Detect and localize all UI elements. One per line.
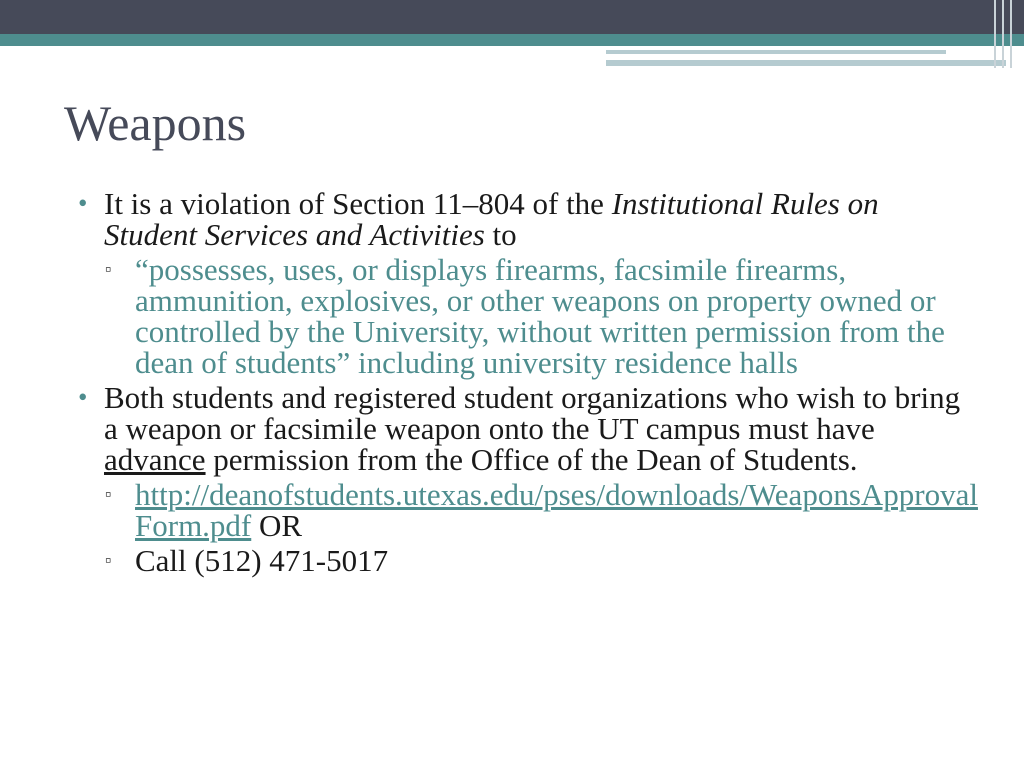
decorative-stripe (606, 60, 1006, 66)
sub-bullet-item (104, 545, 978, 576)
bullet-text: It is a violation of Section 11–804 of the (104, 186, 612, 221)
slide-title: Weapons (64, 95, 247, 151)
decorative-vertical-line (1002, 0, 1004, 68)
decorative-vertical-line (1010, 0, 1012, 68)
sub-bullet-item (104, 479, 978, 541)
square-bullet-icon: ▫ (105, 259, 112, 279)
square-bullet-icon: ▫ (105, 550, 112, 570)
weapons-approval-form-link[interactable]: http://deanofstudents.utexas.edu/pses/downloads/WeaponsApprovalForm.pdf (135, 477, 978, 543)
top-header-bar (0, 0, 1024, 34)
bullet-text: permission from the Office of the Dean of Students. (205, 442, 858, 477)
bullet-item (78, 188, 978, 250)
quoted-rule-text: “possesses, uses, or displays firearms, facsimile firearms, ammunition, explosives, or other weapons on property owned or controlled by the University, without written permission from the dean of students” including university residence halls (135, 252, 945, 380)
slide-body (78, 188, 978, 580)
bullet-item (78, 382, 978, 475)
bullet-dot-icon: • (78, 188, 88, 218)
square-bullet-icon: ▫ (105, 484, 112, 504)
sub-bullet-item (104, 254, 978, 378)
decorative-vertical-line (994, 0, 996, 68)
bullet-dot-icon: • (78, 382, 88, 412)
decorative-stripe (606, 50, 946, 54)
bullet-text: Both students and registered student organizations who wish to bring a weapon or facsimile weapon onto the UT campus must have (104, 380, 961, 446)
teal-accent-band (0, 34, 1024, 46)
rules-title: Institutional Rules on Student Services and Activities (104, 186, 879, 252)
sub-bullet-text: OR (251, 508, 303, 543)
emphasis-underlined: advance (104, 442, 206, 477)
phone-number-text: Call (512) 471-5017 (135, 543, 389, 578)
bullet-text: to (484, 217, 517, 252)
